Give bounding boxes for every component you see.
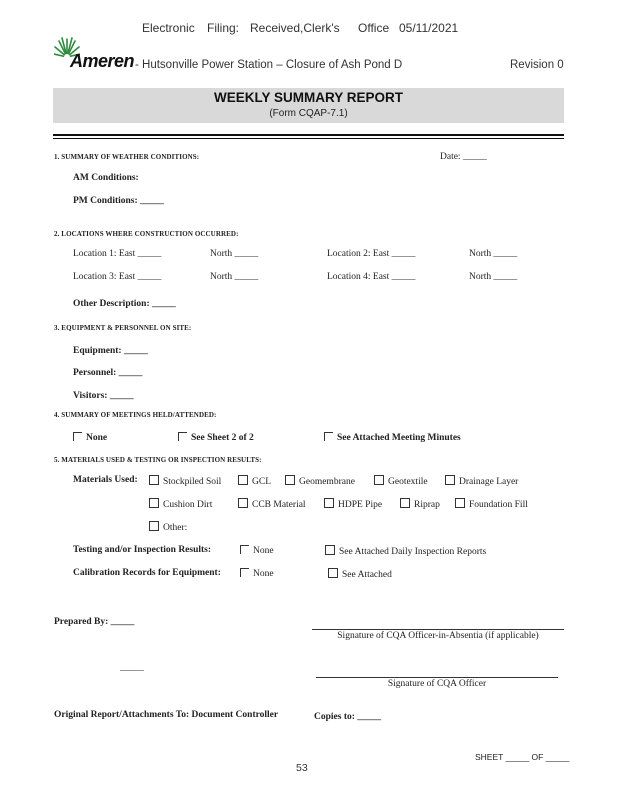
material-checkbox[interactable] (149, 521, 159, 531)
material-foundation-fill[interactable] (455, 498, 528, 510)
location-1-east[interactable]: Location 1: East _____ (73, 249, 162, 259)
material-checkbox[interactable] (149, 475, 159, 485)
page-number: 53 (296, 762, 308, 774)
material-label: HDPE Pipe (338, 500, 383, 510)
material-label: Geomembrane (299, 477, 355, 487)
other-description-field[interactable]: Other Description: _____ (73, 299, 176, 309)
material-label: Other: (163, 523, 188, 533)
calibration-none-label: None (253, 569, 274, 579)
material-riprap[interactable] (400, 498, 440, 510)
calibration-attached-checkbox[interactable] (328, 568, 338, 578)
meetings-sheet2-checkbox[interactable] (178, 432, 187, 441)
meetings-sheet2-label: See Sheet 2 of 2 (191, 433, 254, 443)
material-checkbox[interactable] (455, 498, 465, 508)
logo-wordmark: Ameren (70, 51, 135, 71)
report-title: WEEKLY SUMMARY REPORT (213, 90, 404, 105)
material-label: Drainage Layer (459, 477, 519, 487)
signature-absentia-caption: Signature of CQA Officer-in-Absentia (if applicable) (337, 631, 539, 641)
location-4-east[interactable]: Location 4: East _____ (327, 272, 416, 282)
meetings-attached-label: See Attached Meeting Minutes (337, 433, 461, 443)
testing-none-option[interactable] (240, 545, 274, 556)
filing-word-received: Received,Clerk's (250, 21, 340, 35)
signature-line-officer[interactable] (316, 677, 558, 678)
filing-word-office: Office (358, 21, 390, 35)
date-field[interactable]: Date: _____ (440, 152, 487, 162)
material-checkbox[interactable] (324, 498, 334, 508)
material-label: CCB Material (252, 500, 306, 510)
testing-attached-checkbox[interactable] (325, 545, 335, 555)
location-1-north[interactable]: North _____ (210, 249, 259, 259)
location-2-east[interactable]: Location 2: East _____ (327, 249, 416, 259)
material-cushion-dirt[interactable] (149, 498, 212, 510)
location-3-east[interactable]: Location 3: East _____ (73, 272, 162, 282)
calibration-records-label: Calibration Records for Equipment: (73, 568, 221, 578)
material-gcl[interactable] (238, 475, 271, 487)
meetings-none-option[interactable] (73, 432, 107, 443)
material-checkbox[interactable] (400, 498, 410, 508)
testing-none-checkbox[interactable] (240, 545, 249, 554)
blank-date-line[interactable]: _____ (120, 663, 144, 673)
section-4-heading: 4. SUMMARY OF MEETINGS HELD/ATTENDED: (54, 411, 217, 419)
sheet-number: SHEET _____ OF _____ (475, 752, 570, 762)
testing-attached-option[interactable] (325, 545, 486, 557)
testing-results-label: Testing and/or Inspection Results: (73, 545, 212, 555)
copies-to-field[interactable]: Copies to: _____ (314, 712, 382, 722)
meetings-sheet2-option[interactable] (178, 432, 254, 443)
material-checkbox[interactable] (149, 498, 159, 508)
personnel-field[interactable]: Personnel: _____ (73, 368, 143, 378)
meetings-none-checkbox[interactable] (73, 432, 82, 441)
material-checkbox[interactable] (374, 475, 384, 485)
location-2-north[interactable]: North _____ (469, 249, 518, 259)
calibration-none-option[interactable] (240, 568, 274, 579)
material-checkbox[interactable] (285, 475, 295, 485)
calibration-attached-option[interactable] (328, 568, 392, 580)
prepared-by-field[interactable]: Prepared By: _____ (54, 617, 135, 627)
pm-conditions-field[interactable]: PM Conditions: _____ (73, 196, 164, 206)
calibration-none-checkbox[interactable] (240, 568, 249, 577)
calibration-attached-label: See Attached (342, 570, 392, 580)
project-title: - Hutsonville Power Station – Closure of Ash Pond D (135, 59, 403, 71)
material-label: Foundation Fill (469, 500, 528, 510)
meetings-none-label: None (86, 433, 108, 443)
material-label: Cushion Dirt (163, 500, 213, 510)
form-number: (Form CQAP-7.1) (269, 108, 348, 119)
divider-rule-bottom (53, 138, 564, 139)
meetings-attached-checkbox[interactable] (324, 432, 333, 441)
material-hdpe-pipe[interactable] (324, 498, 382, 510)
material-stockpiled-soil[interactable] (149, 475, 221, 487)
filing-word-filing: Filing: (207, 21, 240, 35)
material-checkbox[interactable] (238, 475, 248, 485)
material-ccb-material[interactable] (238, 498, 306, 510)
material-geotextile[interactable] (374, 475, 428, 487)
location-4-north[interactable]: North _____ (469, 272, 518, 282)
material-drainage-layer[interactable] (445, 475, 518, 487)
section-1-heading: 1. SUMMARY OF WEATHER CONDITIONS: (54, 153, 200, 161)
material-geomembrane[interactable] (285, 475, 355, 487)
testing-none-label: None (253, 546, 274, 556)
material-label: Stockpiled Soil (163, 477, 222, 487)
section-3-heading: 3. EQUIPMENT & PERSONNEL ON SITE: (54, 324, 192, 332)
location-3-north[interactable]: North _____ (210, 272, 259, 282)
material-label: GCL (252, 477, 271, 487)
am-conditions-field[interactable]: AM Conditions: (73, 173, 139, 183)
visitors-field[interactable]: Visitors: _____ (73, 391, 134, 401)
section-5-heading: 5. MATERIALS USED & TESTING OR INSPECTION RESULTS: (54, 456, 262, 464)
original-report-to: Original Report/Attachments To: Document Controller (54, 710, 279, 720)
equipment-field[interactable]: Equipment: _____ (73, 346, 148, 356)
material-label: Geotextile (388, 477, 428, 487)
signature-officer-caption: Signature of CQA Officer (387, 679, 487, 689)
material-checkbox[interactable] (238, 498, 248, 508)
revision-label: Revision 0 (510, 59, 564, 71)
meetings-attached-option[interactable] (324, 432, 461, 443)
section-2-heading: 2. LOCATIONS WHERE CONSTRUCTION OCCURRED: (54, 230, 239, 238)
divider-rule-top (53, 134, 564, 136)
filing-date: 05/11/2021 (399, 21, 459, 35)
material-other[interactable] (149, 521, 187, 533)
filing-word-electronic: Electronic (142, 21, 195, 35)
material-checkbox[interactable] (445, 475, 455, 485)
signature-line-absentia[interactable] (312, 629, 564, 630)
testing-attached-label: See Attached Daily Inspection Reports (339, 547, 487, 557)
materials-used-label: Materials Used: (73, 475, 138, 485)
material-label: Riprap (414, 500, 440, 510)
